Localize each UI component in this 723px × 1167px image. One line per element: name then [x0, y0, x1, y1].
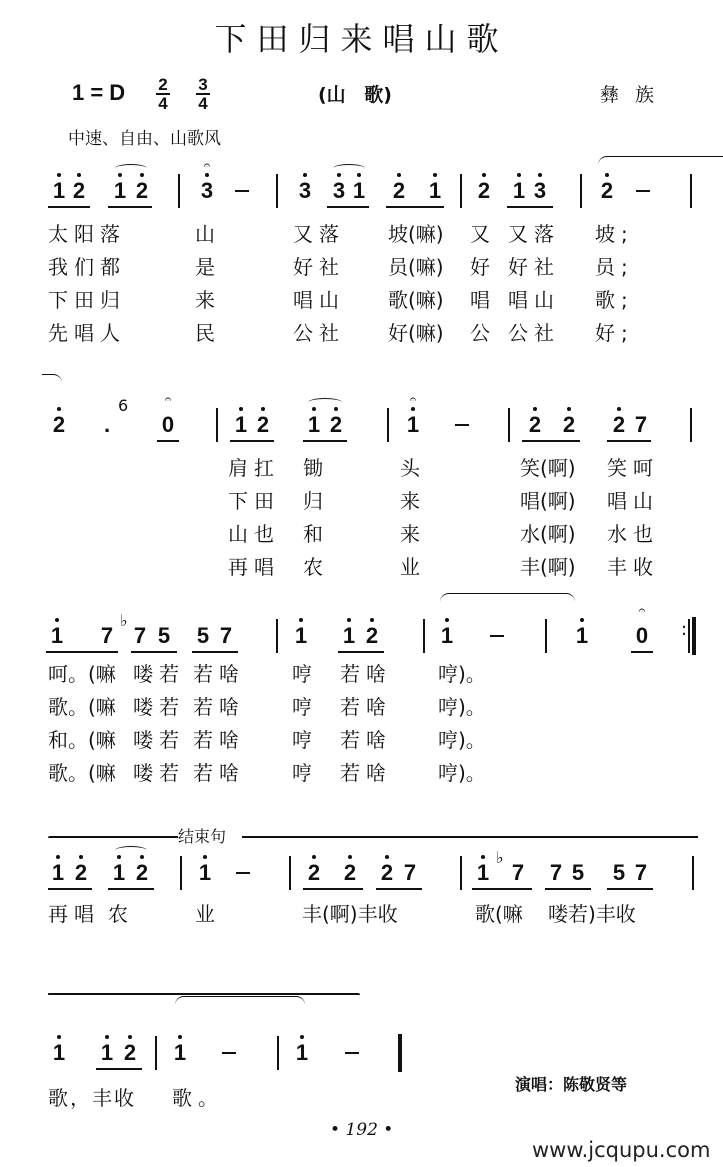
lyric: 太阳落 [48, 222, 126, 246]
lyric: 哼)。 [438, 728, 486, 752]
lyric: 业 [400, 555, 426, 579]
lyric: 民 [195, 321, 221, 345]
lyric: 好社 [293, 255, 345, 279]
lyric: 若啥 [193, 662, 245, 686]
lyric: 水(啊) [520, 522, 576, 546]
lyric: 笑呵 [607, 456, 659, 480]
tie [42, 374, 62, 383]
lyric: 歌; [595, 288, 634, 312]
note: 1 [100, 1040, 114, 1065]
beam [545, 888, 591, 890]
genre: (山 歌) [318, 84, 392, 106]
lyric: 再唱 [228, 555, 280, 579]
lyric: 丰收 [607, 555, 659, 579]
lyric: 若啥 [340, 761, 392, 785]
lyric: 山也 [228, 522, 280, 546]
lyric: 好社 [508, 255, 560, 279]
dash [455, 424, 469, 426]
note: 2 [329, 412, 343, 437]
beam [607, 888, 653, 890]
ending-bracket [48, 993, 360, 995]
beam [607, 440, 651, 442]
lyric: 好(嘛) [388, 321, 444, 345]
note: 1 [52, 178, 66, 203]
lyric: 唱山 [508, 288, 560, 312]
lyric: 再唱 [48, 902, 100, 926]
beam [157, 440, 179, 442]
barline [276, 619, 278, 653]
barline [460, 174, 462, 208]
lyric: 哼 [292, 761, 318, 785]
ending-label: 结束句 [178, 827, 227, 846]
note: 1 [113, 178, 127, 203]
beam [46, 651, 118, 653]
lyric: 又落 [293, 222, 345, 246]
slur [440, 593, 575, 602]
note: 3 [298, 178, 312, 203]
tie [598, 156, 723, 165]
dash [490, 635, 504, 637]
barline [387, 408, 389, 442]
lyric: 坡; [595, 222, 634, 246]
lyric: 和。(嘛 [48, 728, 116, 752]
note: 3 [200, 178, 214, 203]
beam [631, 651, 653, 653]
repeat-dots-icon: : [681, 619, 688, 640]
note: 1 [352, 178, 366, 203]
barline [692, 856, 694, 890]
dash [236, 872, 250, 874]
note: 3 [332, 178, 346, 203]
lyric: 头 [400, 456, 426, 480]
dash [235, 190, 249, 192]
beam [108, 888, 154, 890]
fermata-icon: 𝄐 [638, 603, 646, 617]
lyric: 来 [195, 288, 221, 312]
song-title: 下田归来唱山歌 [214, 20, 509, 58]
lyric: 唱 [470, 288, 496, 312]
lyric: 唱山 [607, 489, 659, 513]
note: 5 [612, 860, 626, 885]
ending-bracket [242, 836, 698, 838]
ethnicity: 彝族 [600, 84, 671, 106]
note: 1 [234, 412, 248, 437]
slur [308, 398, 342, 407]
lyric: 哼)。 [438, 761, 486, 785]
lyric: 唱山 [293, 288, 345, 312]
lyric: 公社 [293, 321, 345, 345]
note: 1 [295, 1040, 309, 1065]
lyric: 农 [108, 902, 134, 926]
flat-icon: ♭ [496, 848, 504, 867]
lyric: 唱(啊) [520, 489, 576, 513]
beam [522, 440, 580, 442]
fermata-icon: 𝄐 [164, 392, 172, 406]
lyric: 若啥 [193, 728, 245, 752]
note: 2 [135, 178, 149, 203]
note: 1 [51, 860, 65, 885]
lyric: 来 [400, 489, 426, 513]
lyric: 喽若 [133, 761, 185, 785]
note: 2 [72, 178, 86, 203]
note: 7 [511, 860, 525, 885]
lyric: 哼 [292, 695, 318, 719]
lyric: 哼)。 [438, 695, 486, 719]
numerator: 2 [158, 75, 168, 94]
denominator: 4 [158, 94, 168, 113]
lyric: 歌(嘛) [388, 288, 444, 312]
numerator: 3 [198, 75, 208, 94]
barline [289, 856, 291, 890]
lyric: 又落 [508, 222, 560, 246]
lyric: 若啥 [340, 728, 392, 752]
beam [472, 888, 532, 890]
note: 1 [342, 623, 356, 648]
lyric: 水也 [607, 522, 659, 546]
note: 2 [365, 623, 379, 648]
lyric: 歌。 [172, 1086, 224, 1110]
lyric: 若啥 [193, 761, 245, 785]
barline [178, 174, 180, 208]
note: 1 [307, 412, 321, 437]
beam [48, 888, 92, 890]
note: 1 [406, 412, 420, 437]
note: 2 [612, 412, 626, 437]
barline [545, 619, 547, 653]
beam [507, 206, 553, 208]
lyric: 哼)。 [438, 662, 486, 686]
lyric: 归 [303, 489, 329, 513]
lyric: 好; [595, 321, 634, 345]
barline [690, 408, 692, 442]
note: 1 [198, 860, 212, 885]
repeat-end-barline [692, 617, 696, 655]
time-signature-3-4 [195, 76, 211, 112]
note: 7 [549, 860, 563, 885]
beam [108, 206, 152, 208]
lyric: 员; [595, 255, 634, 279]
barline [277, 1036, 279, 1070]
note: 1 [428, 178, 442, 203]
note: 3 [533, 178, 547, 203]
lyric: 呵。(嘛 [48, 662, 116, 686]
note: 1 [476, 860, 490, 885]
page-number: • 192 • [330, 1120, 394, 1140]
note: 7 [403, 860, 417, 885]
lyric: 是 [195, 255, 221, 279]
note: 5 [157, 623, 171, 648]
fermata-icon: 𝄐 [203, 158, 211, 172]
barline [276, 174, 278, 208]
note: 2 [307, 860, 321, 885]
note: 2 [528, 412, 542, 437]
note: 2 [380, 860, 394, 885]
note: 7 [634, 412, 648, 437]
beam [96, 1068, 142, 1070]
barline [688, 619, 690, 653]
note: 2 [600, 178, 614, 203]
note: 2 [562, 412, 576, 437]
beam [131, 651, 177, 653]
note: 7 [133, 623, 147, 648]
note: 5 [571, 860, 585, 885]
note: 2 [52, 412, 66, 437]
lyric: 喽若 [133, 695, 185, 719]
lyric: 喽若 [133, 728, 185, 752]
lyric: 笑(啊) [520, 456, 576, 480]
beam [48, 206, 90, 208]
beam [303, 888, 363, 890]
lyric: 若啥 [340, 695, 392, 719]
lyric: 和 [303, 522, 329, 546]
beam [192, 651, 238, 653]
lyric: 丰(啊)丰收 [302, 902, 398, 926]
lyric: 先唱人 [48, 321, 126, 345]
lyric: 业 [195, 902, 221, 926]
watermark: www.jcqupu.com [532, 1138, 711, 1162]
barline [423, 619, 425, 653]
dash [222, 1052, 236, 1054]
lyric: 歌，丰收 [48, 1086, 136, 1110]
lyric: 哼 [292, 728, 318, 752]
lyric: 歌(嘛 [475, 902, 523, 926]
note: 1 [512, 178, 526, 203]
note: 0 [161, 412, 175, 437]
time-signature-2-4 [155, 76, 171, 112]
barline [690, 174, 692, 208]
note: 7 [100, 623, 114, 648]
beam [230, 440, 274, 442]
ending-bracket [48, 836, 178, 838]
note: 1 [575, 623, 589, 648]
lyric: 又 [470, 222, 496, 246]
note: 1 [440, 623, 454, 648]
slur [333, 164, 365, 173]
barline [180, 856, 182, 890]
slur [115, 164, 147, 173]
barline [155, 1036, 157, 1070]
lyric: 农 [303, 555, 329, 579]
slur [175, 996, 305, 1005]
note: 1 [52, 1040, 66, 1065]
beam [327, 206, 369, 208]
note: 1 [173, 1040, 187, 1065]
note: 2 [343, 860, 357, 885]
lyric: 好 [470, 255, 496, 279]
key-signature: 1 = D [72, 80, 126, 105]
barline [508, 408, 510, 442]
note: 1 [50, 623, 64, 648]
tempo-marking: 中速、自由、山歌风 [68, 129, 221, 149]
note: 2 [135, 860, 149, 885]
note: 1 [112, 860, 126, 885]
final-barline [398, 1034, 402, 1072]
beam [303, 440, 347, 442]
lyric: 山 [195, 222, 221, 246]
denominator: 4 [198, 94, 208, 113]
note: 2 [392, 178, 406, 203]
note: 2 [256, 412, 270, 437]
slur [115, 846, 147, 855]
lyric: 若啥 [193, 695, 245, 719]
lyric: 若啥 [340, 662, 392, 686]
lyric: 锄 [303, 456, 329, 480]
lyric: 喽若 [133, 662, 185, 686]
beam [386, 206, 444, 208]
lyric: 来 [400, 522, 426, 546]
dash [636, 190, 650, 192]
note: 2 [477, 178, 491, 203]
lyric: 歌。(嘛 [48, 695, 116, 719]
note: 1 [294, 623, 308, 648]
note: 7 [219, 623, 233, 648]
note: 2 [74, 860, 88, 885]
lyric: 肩扛 [228, 456, 280, 480]
note: 7 [634, 860, 648, 885]
lyric: 下田 [228, 489, 280, 513]
dot: . [103, 412, 111, 437]
note: 5 [196, 623, 210, 648]
lyric: 公 [470, 321, 496, 345]
lyric: 喽若)丰收 [548, 902, 636, 926]
barline [460, 856, 462, 890]
note: 2 [123, 1040, 137, 1065]
note: 0 [635, 623, 649, 648]
lyric: 坡(嘛) [388, 222, 444, 246]
beam [338, 651, 384, 653]
lyric: 歌。(嘛 [48, 761, 116, 785]
performer-credit: 演唱：陈敬贤等 [515, 1075, 628, 1094]
lyric: 员(嘛) [388, 255, 444, 279]
dash [345, 1052, 359, 1054]
lyric: 下田归 [48, 288, 126, 312]
beam [376, 888, 422, 890]
lyric: 公社 [508, 321, 560, 345]
fermata-icon: 𝄐 [409, 392, 417, 406]
barline [580, 174, 582, 208]
lyric: 哼 [292, 662, 318, 686]
grace-note: 6 [118, 396, 129, 415]
barline [216, 408, 218, 442]
lyric: 我们都 [48, 255, 126, 279]
lyric: 丰(啊) [520, 555, 576, 579]
flat-icon: ♭ [120, 611, 128, 630]
